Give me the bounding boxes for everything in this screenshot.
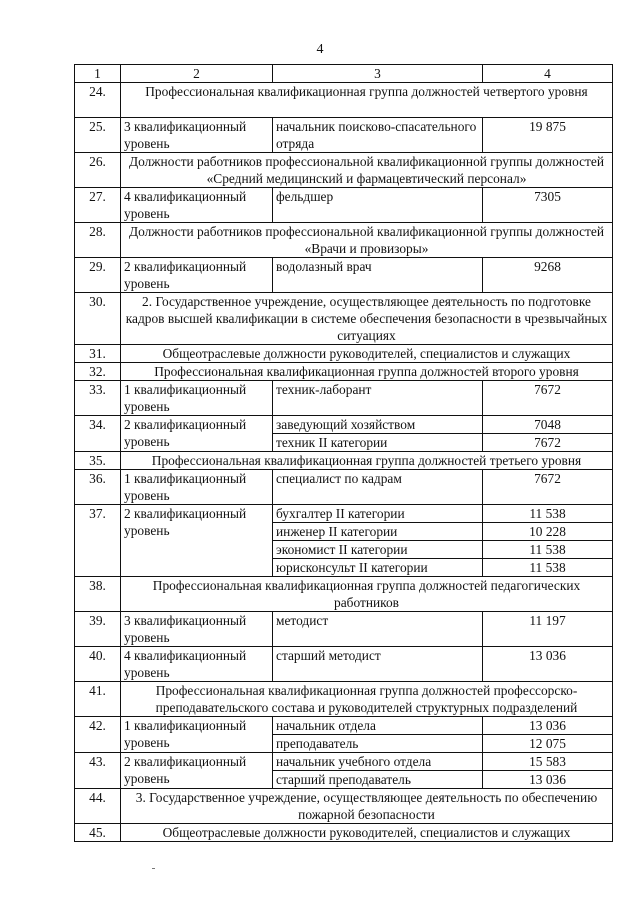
table-row [75, 83, 613, 118]
table-row [75, 647, 613, 682]
position-name: специалист по кадрам [273, 470, 483, 505]
salary-value: 7672 [483, 470, 613, 505]
row-number: 36. [75, 470, 121, 505]
salary-value: 11 538 [483, 541, 613, 559]
table-row [75, 753, 613, 771]
row-number: 29. [75, 258, 121, 293]
position-name: заведующий хозяйством [273, 416, 483, 434]
column-header-2: 2 [121, 65, 273, 83]
group-heading: Общеотраслевые должности руководителей, специалистов и служащих [121, 345, 613, 363]
position-name: инженер II категории [273, 523, 483, 541]
group-heading: Профессиональная квалификационная группа должностей четвертого уровня [121, 83, 613, 118]
salary-value: 11 538 [483, 559, 613, 577]
salary-value: 11 538 [483, 505, 613, 523]
position-name: экономист II категории [273, 541, 483, 559]
column-header-3: 3 [273, 65, 483, 83]
qualification-level: 1 квалификационный уровень [121, 470, 273, 505]
table-row [75, 363, 613, 381]
row-number: 43. [75, 753, 121, 789]
position-name: начальник поисково-спасательного отряда [273, 118, 483, 153]
table-row [75, 258, 613, 293]
position-name: старший методист [273, 647, 483, 682]
row-number: 38. [75, 577, 121, 612]
column-header-1: 1 [75, 65, 121, 83]
salary-value: 7672 [483, 434, 613, 452]
position-name: начальник отдела [273, 717, 483, 735]
position-name: водолазный врач [273, 258, 483, 293]
qualification-level: 2 квалификационный уровень [121, 505, 273, 577]
table-row [75, 416, 613, 434]
salary-value: 13 036 [483, 771, 613, 789]
position-name: юрисконсульт II категории [273, 559, 483, 577]
table-row [75, 153, 613, 188]
salary-value: 7048 [483, 416, 613, 434]
group-heading: Профессиональная квалификационная группа должностей педагогических работников [121, 577, 613, 612]
group-heading: Должности работников профессиональной квалификационной группы должностей «Врачи и провизоры» [121, 223, 613, 258]
table-row [75, 381, 613, 416]
section-heading: 3. Государственное учреждение, осуществляющее деятельность по обеспечению пожарной безопасности [121, 789, 613, 824]
salary-value: 13 036 [483, 717, 613, 735]
table-row [75, 223, 613, 258]
salary-value: 9268 [483, 258, 613, 293]
row-number: 44. [75, 789, 121, 824]
salary-value: 7305 [483, 188, 613, 223]
position-name: преподаватель [273, 735, 483, 753]
row-number: 37. [75, 505, 121, 577]
salary-value: 10 228 [483, 523, 613, 541]
scan-mark [152, 868, 155, 869]
qualification-level: 3 квалификационный уровень [121, 118, 273, 153]
row-number: 30. [75, 293, 121, 345]
table-row [75, 789, 613, 824]
table-row [75, 717, 613, 735]
table-header-row [75, 65, 613, 83]
row-number: 25. [75, 118, 121, 153]
row-number: 45. [75, 824, 121, 842]
table-row [75, 682, 613, 717]
row-number: 42. [75, 717, 121, 753]
row-number: 31. [75, 345, 121, 363]
group-heading: Профессиональная квалификационная группа должностей профессорско-преподавательского состава и руководителей структурных подразделений [121, 682, 613, 717]
table-row [75, 505, 613, 523]
row-number: 28. [75, 223, 121, 258]
salary-value: 7672 [483, 381, 613, 416]
table-row [75, 577, 613, 612]
salary-value: 15 583 [483, 753, 613, 771]
qualification-level: 3 квалификационный уровень [121, 612, 273, 647]
group-heading: Профессиональная квалификационная группа должностей третьего уровня [121, 452, 613, 470]
qualification-level: 1 квалификационный уровень [121, 717, 273, 753]
table-row [75, 188, 613, 223]
position-name: методист [273, 612, 483, 647]
table-row [75, 452, 613, 470]
table-row [75, 470, 613, 505]
qualification-level: 1 квалификационный уровень [121, 381, 273, 416]
table-row [75, 118, 613, 153]
group-heading: Общеотраслевые должности руководителей, специалистов и служащих [121, 824, 613, 842]
qualification-level: 2 квалификационный уровень [121, 416, 273, 452]
position-name: техник II категории [273, 434, 483, 452]
row-number: 27. [75, 188, 121, 223]
section-heading: 2. Государственное учреждение, осуществляющее деятельность по подготовке кадров высшей квалификации в системе обеспечения безопасности в чрезвычайных ситуациях [121, 293, 613, 345]
position-name: бухгалтер II категории [273, 505, 483, 523]
row-number: 35. [75, 452, 121, 470]
row-number: 40. [75, 647, 121, 682]
qualification-level: 2 квалификационный уровень [121, 258, 273, 293]
row-number: 26. [75, 153, 121, 188]
table-row [75, 824, 613, 842]
salary-value: 13 036 [483, 647, 613, 682]
position-name: начальник учебного отдела [273, 753, 483, 771]
row-number: 32. [75, 363, 121, 381]
group-heading: Должности работников профессиональной квалификационной группы должностей «Средний медицинский и фармацевтический персонал» [121, 153, 613, 188]
column-header-4: 4 [483, 65, 613, 83]
qualification-level: 4 квалификационный уровень [121, 188, 273, 223]
table-row [75, 345, 613, 363]
salary-value: 11 197 [483, 612, 613, 647]
position-name: техник-лаборант [273, 381, 483, 416]
row-number: 39. [75, 612, 121, 647]
position-name: фельдшер [273, 188, 483, 223]
qualification-level: 2 квалификационный уровень [121, 753, 273, 789]
row-number: 34. [75, 416, 121, 452]
qualification-level: 4 квалификационный уровень [121, 647, 273, 682]
group-heading: Профессиональная квалификационная группа должностей второго уровня [121, 363, 613, 381]
table-row [75, 293, 613, 345]
salary-value: 19 875 [483, 118, 613, 153]
salary-value: 12 075 [483, 735, 613, 753]
row-number: 41. [75, 682, 121, 717]
row-number: 33. [75, 381, 121, 416]
row-number: 24. [75, 83, 121, 118]
position-name: старший преподаватель [273, 771, 483, 789]
page-number: 4 [316, 42, 324, 57]
table-row [75, 612, 613, 647]
salary-table [74, 64, 613, 842]
